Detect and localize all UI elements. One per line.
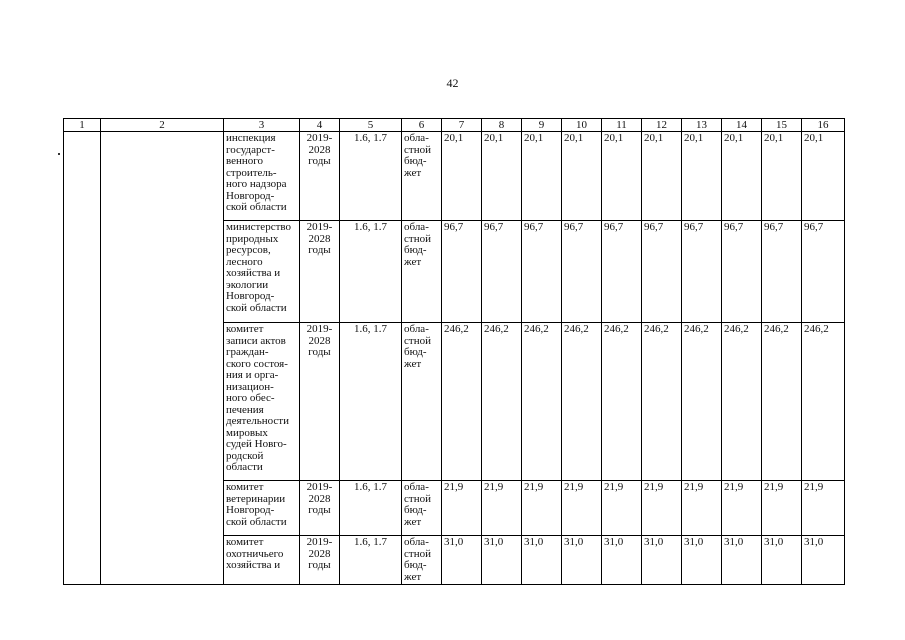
- executor-cell-line: граждан-: [226, 346, 269, 358]
- source-cell: [402, 481, 442, 536]
- executor-cell-line: инспекция: [226, 132, 276, 144]
- value-cell-year-8: 31,0: [722, 536, 762, 585]
- executor-cell-line: хозяйства и: [226, 559, 281, 571]
- tasks-cell: 1.6, 1.7: [340, 481, 402, 536]
- executor-cell-line: комитет: [226, 481, 264, 493]
- tasks-cell: 1.6, 1.7: [340, 132, 402, 221]
- period-cell-line: 2028: [308, 334, 331, 347]
- value-cell-year-2: 20,1: [482, 132, 522, 221]
- value-cell-year-4: 20,1: [562, 132, 602, 221]
- value-cell-year-6: 246,2: [642, 323, 682, 481]
- period-cell-line: 2019-: [306, 323, 333, 335]
- column-header-11: 11: [602, 119, 642, 132]
- source-cell-line: бюд-: [404, 244, 427, 256]
- period-cell: [300, 323, 340, 481]
- empty-cell-col-2: [101, 132, 224, 585]
- column-header-12: 12: [642, 119, 682, 132]
- source-cell-line: обла-: [404, 221, 429, 233]
- table-header-row: [64, 119, 845, 132]
- executor-cell-line: природных: [226, 232, 279, 245]
- executor-cell-line: строитель-: [226, 166, 277, 179]
- value-cell-year-2: 31,0: [482, 536, 522, 585]
- executor-cell: [224, 323, 300, 481]
- value-cell-year-1: 31,0: [442, 536, 482, 585]
- table-row: [64, 132, 845, 221]
- executor-cell-line: печения: [226, 403, 264, 416]
- executor-cell-line: ской области: [226, 515, 287, 528]
- value-cell-year-9: 20,1: [762, 132, 802, 221]
- value-cell-year-6: 21,9: [642, 481, 682, 536]
- executor-cell-line: ного надзора: [226, 178, 287, 190]
- value-cell-year-5: 96,7: [602, 221, 642, 323]
- column-header-6: 6: [402, 119, 442, 132]
- source-cell-line: стной: [404, 492, 431, 505]
- period-cell-line: 2028: [308, 232, 331, 245]
- value-cell-year-5: 21,9: [602, 481, 642, 536]
- source-cell-line: жет: [404, 357, 422, 370]
- column-header-10: 10: [562, 119, 602, 132]
- executor-cell-line: ской области: [226, 301, 287, 314]
- executor-cell-line: мировых: [226, 426, 268, 439]
- executor-cell-line: низацион-: [226, 380, 274, 393]
- value-cell-year-10: 31,0: [802, 536, 845, 585]
- column-header-13: 13: [682, 119, 722, 132]
- executor-cell-line: ской области: [226, 201, 287, 213]
- value-cell-year-7: 96,7: [682, 221, 722, 323]
- value-cell-year-7: 31,0: [682, 536, 722, 585]
- value-cell-year-4: 246,2: [562, 323, 602, 481]
- source-cell-line: жет: [404, 515, 422, 528]
- executor-cell-line: ветеринарии: [226, 492, 286, 505]
- period-cell-line: годы: [308, 244, 331, 256]
- value-cell-year-3: 246,2: [522, 323, 562, 481]
- column-header-3: 3: [224, 119, 300, 132]
- page-number: 42: [446, 76, 459, 90]
- source-cell: [402, 536, 442, 585]
- period-cell-line: 2019-: [306, 536, 333, 548]
- period-cell-line: 2019-: [306, 221, 333, 233]
- value-cell-year-1: 21,9: [442, 481, 482, 536]
- executor-cell-line: области: [226, 461, 263, 473]
- scan-speck: [58, 153, 60, 155]
- executor-cell-line: венного: [226, 155, 264, 167]
- value-cell-year-1: 96,7: [442, 221, 482, 323]
- column-header-4: 4: [300, 119, 340, 132]
- source-cell-line: обла-: [404, 536, 429, 548]
- value-cell-year-1: 246,2: [442, 323, 482, 481]
- executor-cell-line: ния и орга-: [226, 369, 279, 381]
- column-header-15: 15: [762, 119, 802, 132]
- executor-cell-line: лесного: [226, 255, 263, 268]
- executor-cell-line: экологии: [226, 278, 269, 291]
- value-cell-year-1: 20,1: [442, 132, 482, 221]
- period-cell: [300, 481, 340, 536]
- source-cell-line: бюд-: [404, 504, 427, 516]
- column-header-7: 7: [442, 119, 482, 132]
- value-cell-year-5: 31,0: [602, 536, 642, 585]
- column-header-5: 5: [340, 119, 402, 132]
- value-cell-year-5: 20,1: [602, 132, 642, 221]
- executor-cell-line: ного обес-: [226, 392, 275, 404]
- value-cell-year-2: 246,2: [482, 323, 522, 481]
- source-cell-line: жет: [404, 255, 422, 268]
- executor-cell-line: родской: [226, 449, 264, 462]
- value-cell-year-10: 21,9: [802, 481, 845, 536]
- column-header-9: 9: [522, 119, 562, 132]
- executor-cell-line: Новгород-: [226, 290, 275, 302]
- source-cell-line: бюд-: [404, 346, 427, 358]
- source-cell-line: бюд-: [404, 155, 427, 167]
- period-cell: [300, 132, 340, 221]
- source-cell-line: обла-: [404, 132, 429, 144]
- executor-cell-line: государст-: [226, 143, 275, 156]
- value-cell-year-10: 20,1: [802, 132, 845, 221]
- value-cell-year-8: 96,7: [722, 221, 762, 323]
- executor-cell: [224, 221, 300, 323]
- executor-cell-line: деятельности: [226, 415, 289, 427]
- value-cell-year-10: 96,7: [802, 221, 845, 323]
- value-cell-year-2: 21,9: [482, 481, 522, 536]
- period-cell-line: годы: [308, 559, 331, 571]
- executor-cell: [224, 132, 300, 221]
- value-cell-year-3: 21,9: [522, 481, 562, 536]
- value-cell-year-8: 246,2: [722, 323, 762, 481]
- value-cell-year-3: 31,0: [522, 536, 562, 585]
- value-cell-year-4: 21,9: [562, 481, 602, 536]
- value-cell-year-6: 31,0: [642, 536, 682, 585]
- period-cell-line: годы: [308, 155, 331, 167]
- period-cell-line: 2019-: [306, 132, 333, 144]
- executor-cell-line: судей Новго-: [226, 438, 287, 450]
- executor-cell-line: ресурсов,: [226, 244, 271, 256]
- value-cell-year-10: 246,2: [802, 323, 845, 481]
- executor-cell-line: ского состоя-: [226, 357, 288, 370]
- column-header-2: 2: [101, 119, 224, 132]
- source-cell-line: стной: [404, 547, 431, 560]
- value-cell-year-4: 96,7: [562, 221, 602, 323]
- period-cell-line: 2028: [308, 492, 331, 505]
- executor-cell: [224, 481, 300, 536]
- tasks-cell: 1.6, 1.7: [340, 221, 402, 323]
- value-cell-year-9: 246,2: [762, 323, 802, 481]
- value-cell-year-6: 96,7: [642, 221, 682, 323]
- source-cell: [402, 221, 442, 323]
- source-cell: [402, 323, 442, 481]
- period-cell: [300, 536, 340, 585]
- source-cell-line: жет: [404, 166, 422, 179]
- source-cell-line: стной: [404, 334, 431, 347]
- period-cell: [300, 221, 340, 323]
- period-cell-line: 2019-: [306, 481, 333, 493]
- budget-table: [63, 118, 845, 585]
- value-cell-year-8: 21,9: [722, 481, 762, 536]
- source-cell-line: жет: [404, 570, 422, 583]
- period-cell-line: 2028: [308, 143, 331, 156]
- value-cell-year-5: 246,2: [602, 323, 642, 481]
- executor-cell-line: охотничьего: [226, 547, 284, 560]
- tasks-cell: 1.6, 1.7: [340, 323, 402, 481]
- value-cell-year-3: 20,1: [522, 132, 562, 221]
- source-cell-line: стной: [404, 143, 431, 156]
- empty-cell-col-1: [64, 132, 101, 585]
- source-cell-line: обла-: [404, 323, 429, 335]
- executor-cell-line: комитет: [226, 323, 264, 335]
- value-cell-year-7: 20,1: [682, 132, 722, 221]
- tasks-cell: 1.6, 1.7: [340, 536, 402, 585]
- period-cell-line: 2028: [308, 547, 331, 560]
- value-cell-year-9: 21,9: [762, 481, 802, 536]
- source-cell: [402, 132, 442, 221]
- executor-cell-line: Новгород-: [226, 504, 275, 516]
- source-cell-line: бюд-: [404, 559, 427, 571]
- source-cell-line: стной: [404, 232, 431, 245]
- executor-cell-line: Новгород-: [226, 189, 275, 202]
- column-header-8: 8: [482, 119, 522, 132]
- executor-cell-line: министерство: [226, 221, 292, 233]
- source-cell-line: обла-: [404, 481, 429, 493]
- value-cell-year-7: 21,9: [682, 481, 722, 536]
- column-header-1: 1: [64, 119, 101, 132]
- column-header-14: 14: [722, 119, 762, 132]
- value-cell-year-7: 246,2: [682, 323, 722, 481]
- value-cell-year-9: 31,0: [762, 536, 802, 585]
- period-cell-line: годы: [308, 504, 331, 516]
- column-header-16: 16: [802, 119, 845, 132]
- value-cell-year-4: 31,0: [562, 536, 602, 585]
- executor-cell-line: комитет: [226, 536, 264, 548]
- period-cell-line: годы: [308, 346, 331, 358]
- value-cell-year-9: 96,7: [762, 221, 802, 323]
- value-cell-year-6: 20,1: [642, 132, 682, 221]
- value-cell-year-8: 20,1: [722, 132, 762, 221]
- value-cell-year-2: 96,7: [482, 221, 522, 323]
- executor-cell: [224, 536, 300, 585]
- value-cell-year-3: 96,7: [522, 221, 562, 323]
- executor-cell-line: хозяйства и: [226, 267, 281, 279]
- executor-cell-line: записи актов: [226, 334, 286, 347]
